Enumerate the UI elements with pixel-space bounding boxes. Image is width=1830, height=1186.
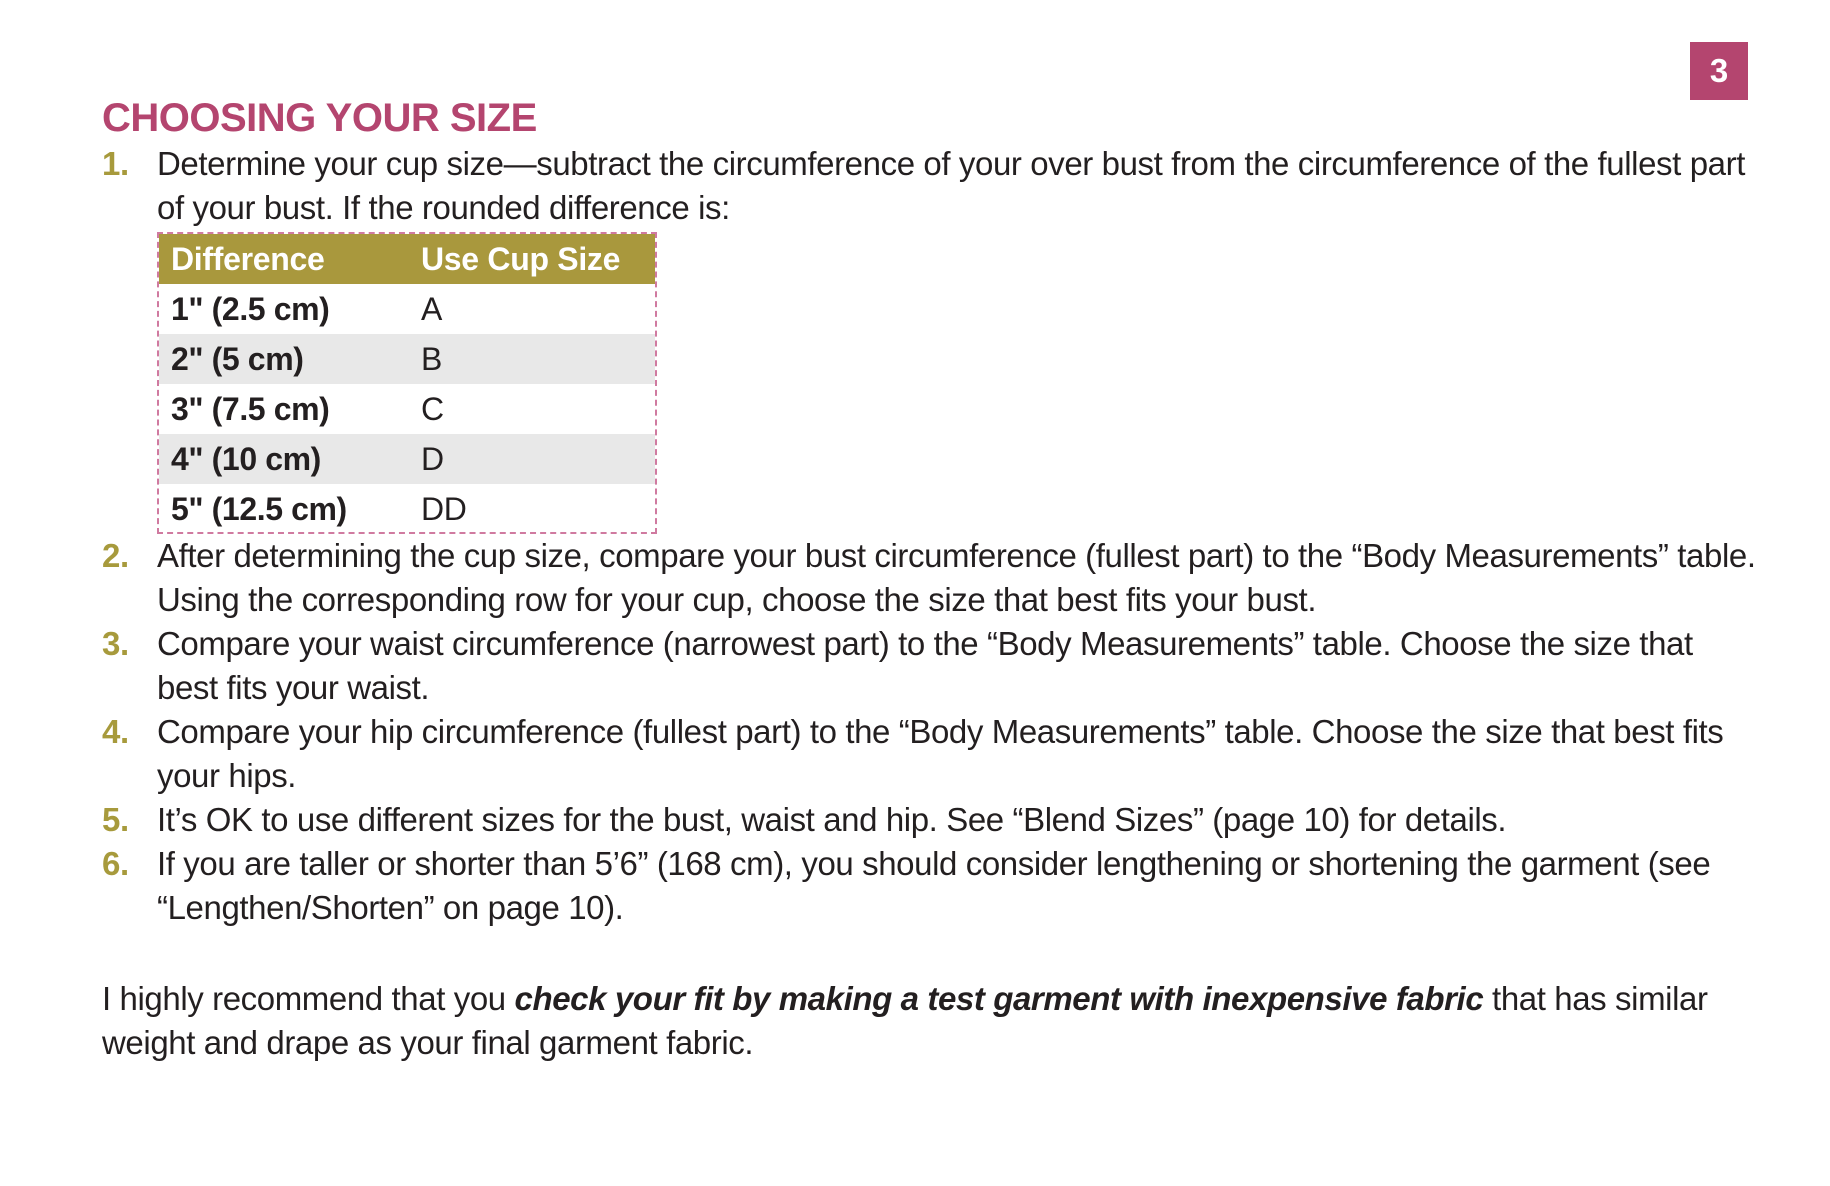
step-item xyxy=(102,142,1762,534)
step-number: 2. xyxy=(102,537,129,574)
table-header-row xyxy=(159,234,655,284)
step-item xyxy=(102,622,1762,710)
step-number: 1. xyxy=(102,145,129,182)
cup-cell: C xyxy=(421,391,444,427)
recommendation-text-start: I highly recommend that you xyxy=(102,980,515,1017)
step-text: If you are taller or shorter than 5’6” (168 cm), you should consider lengthening or shortening the garment (see “Lengthen/Shorten” on page 10). xyxy=(157,845,1711,926)
step-number: 5. xyxy=(102,801,129,838)
table-row xyxy=(159,484,655,534)
table-row xyxy=(159,434,655,484)
difference-cell: 4" (10 cm) xyxy=(159,434,409,484)
header-difference: Difference xyxy=(159,234,409,284)
difference-cell: 5" (12.5 cm) xyxy=(171,491,347,527)
difference-cell: 2" (5 cm) xyxy=(159,334,409,384)
cup-cell: A xyxy=(421,291,442,327)
step-text: After determining the cup size, compare your bust circumference (fullest part) to the “Body Measurements” table. Using the corresponding row for your cup, choose the size that best fits your bust. xyxy=(157,537,1756,618)
table-row xyxy=(159,334,655,384)
section-title: CHOOSING YOUR SIZE xyxy=(102,96,537,140)
cup-cell: DD xyxy=(421,491,467,527)
recommendation-emphasis: check your fit by making a test garment with inexpensive fabric xyxy=(514,980,1484,1017)
step-text: Compare your hip circumference (fullest part) to the “Body Measurements” table. Choose the size that best fits your hips. xyxy=(157,713,1724,794)
step-item xyxy=(102,798,1762,842)
step-number: 6. xyxy=(102,845,129,882)
step-item xyxy=(102,534,1762,622)
header-cup-size: Use Cup Size xyxy=(409,234,655,284)
step-number: 3. xyxy=(102,625,129,662)
page-number-badge: 3 xyxy=(1690,42,1748,100)
step-text: Compare your waist circumference (narrowest part) to the “Body Measurements” table. Choose the size that best fits your waist. xyxy=(157,625,1693,706)
recommendation-paragraph xyxy=(102,977,1762,1065)
cup-cell: D xyxy=(409,434,655,484)
difference-cell: 3" (7.5 cm) xyxy=(171,391,330,427)
cup-cell: B xyxy=(409,334,655,384)
table-row xyxy=(159,284,655,334)
table-row xyxy=(159,384,655,434)
step-text: Determine your cup size—subtract the circumference of your over bust from the circumference of the fullest part of your bust. If the rounded difference is: xyxy=(157,145,1745,226)
cup-size-table xyxy=(159,234,655,534)
difference-cell: 1" (2.5 cm) xyxy=(171,291,330,327)
step-item xyxy=(102,710,1762,798)
recommendation-text-end: that has similar weight and drape as your final garment fabric. xyxy=(102,980,1708,1061)
step-item xyxy=(102,842,1762,930)
cup-size-table-frame xyxy=(157,232,657,534)
step-number: 4. xyxy=(102,713,129,750)
steps-list xyxy=(102,142,1762,930)
step-text: It’s OK to use different sizes for the bust, waist and hip. See “Blend Sizes” (page 10) for details. xyxy=(157,801,1507,838)
